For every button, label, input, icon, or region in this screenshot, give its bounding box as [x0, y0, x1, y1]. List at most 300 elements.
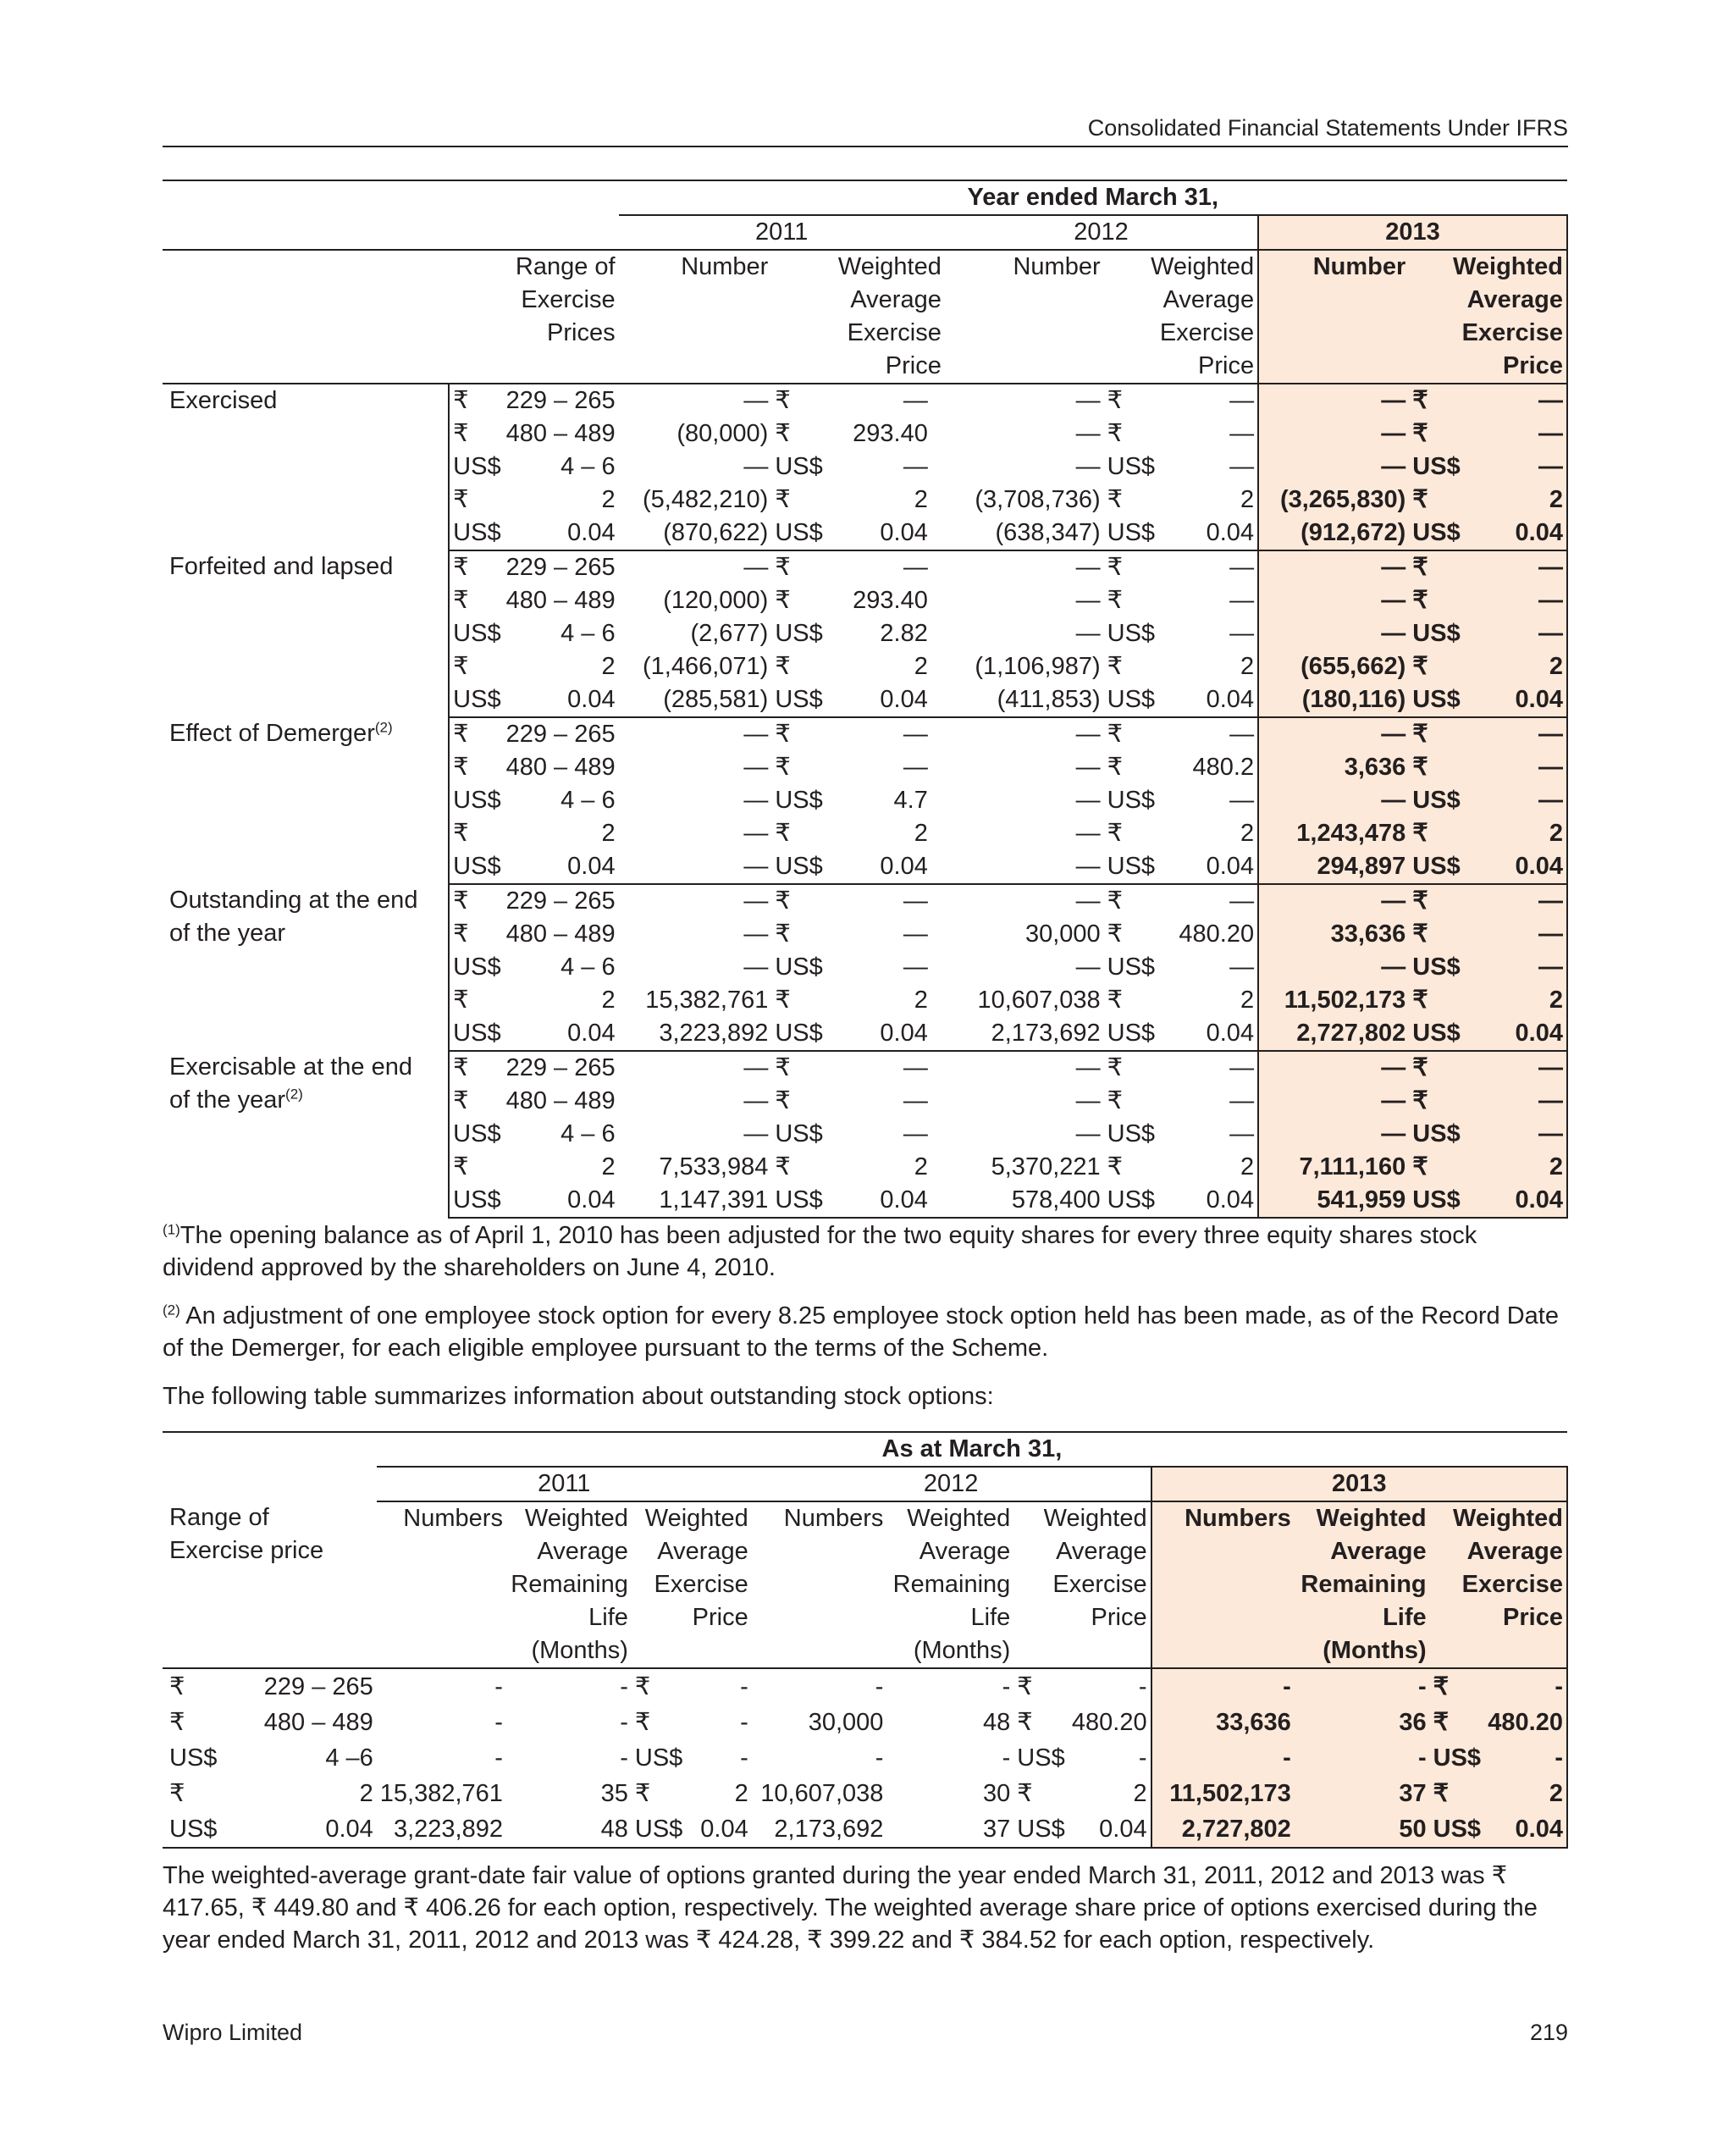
value-cell: — — [945, 1051, 1104, 1085]
value-cell: (2,677) — [690, 620, 769, 647]
value-cell: US$ — [449, 850, 502, 884]
value-cell: 2 — [1466, 817, 1567, 850]
value-cell: 0.04 — [825, 1184, 945, 1218]
value-cell: 480 – 489 — [505, 420, 616, 447]
value-cell: US$ — [449, 1118, 502, 1151]
value-cell: — — [1258, 1118, 1409, 1151]
value-cell: 293.40 — [853, 587, 928, 614]
value-cell: 0.04 — [1067, 1811, 1151, 1848]
value-cell: US$ — [449, 617, 502, 650]
value-cell: (80,000) — [676, 420, 769, 447]
table-row — [163, 1811, 1567, 1848]
value-cell: US$ — [163, 1811, 261, 1848]
value-cell: — — [1258, 584, 1409, 617]
value-cell: — — [743, 387, 769, 414]
value-cell: ₹ — [775, 820, 791, 847]
value-cell: ₹ — [1107, 1153, 1124, 1180]
value-cell: ₹ — [449, 918, 502, 951]
value-cell: 2 — [601, 820, 616, 847]
year-2013: 2013 — [1258, 215, 1567, 250]
outstanding-options-table — [163, 1431, 1568, 1849]
table-row — [163, 1776, 1567, 1811]
value-cell: ₹ — [1107, 587, 1124, 614]
value-cell: - — [620, 1709, 628, 1736]
caption-line: Price — [1091, 1604, 1147, 1631]
caption-line: Average — [1056, 1538, 1147, 1565]
caption-line: Life — [970, 1604, 1011, 1631]
col-weighted-average-exercise-price-2011 — [771, 250, 945, 384]
header-row-years — [163, 1467, 1567, 1501]
value-cell: — — [825, 550, 945, 584]
year-2013: 2013 — [1151, 1467, 1567, 1501]
value-cell: US$ — [449, 683, 502, 717]
value-cell: ₹ — [1107, 1087, 1124, 1114]
col-weighted-average-exercise-price-2012 — [1013, 1501, 1151, 1668]
value-cell: - — [1151, 1668, 1295, 1705]
value-cell: US$ — [1107, 787, 1156, 814]
value-cell: ₹ — [775, 920, 791, 948]
value-cell: US$ — [449, 784, 502, 817]
caption-line: Life — [1383, 1604, 1427, 1631]
value-cell: 15,382,761 — [379, 1780, 503, 1807]
value-cell: - — [740, 1744, 748, 1772]
value-cell: — — [1258, 384, 1409, 417]
value-cell: ₹ — [1104, 1051, 1157, 1085]
value-cell: — — [1258, 1085, 1409, 1118]
value-cell: - — [1295, 1740, 1430, 1776]
value-cell: - — [1138, 1744, 1147, 1772]
value-cell: 229 – 265 — [505, 387, 616, 414]
value-cell: — — [743, 920, 769, 948]
value-cell: US$ — [771, 1184, 824, 1218]
value-cell: - — [620, 1673, 628, 1700]
value-cell: — — [1466, 617, 1567, 650]
value-cell: US$ — [775, 853, 823, 880]
group-label-text: Exercised — [169, 387, 278, 414]
value-cell: ₹ — [1409, 984, 1466, 1017]
value-cell: US$ — [1107, 1120, 1156, 1147]
col-numbers-2013: Numbers — [1151, 1501, 1295, 1668]
col-number-2012: Number — [945, 250, 1104, 384]
value-cell: 2 — [1466, 984, 1567, 1017]
value-cell: ₹ — [169, 1709, 185, 1736]
value-cell: — — [903, 920, 928, 948]
caption-line: Average — [850, 286, 942, 313]
value-cell: — — [1466, 751, 1567, 784]
year-2011: 2011 — [619, 215, 945, 250]
value-cell: — — [903, 1087, 928, 1114]
group-label-text: Exercisable at the end of the year — [169, 1053, 412, 1114]
value-cell: - — [620, 1744, 628, 1772]
value-cell: 2 — [1466, 484, 1567, 517]
value-cell: ₹ — [775, 754, 791, 781]
value-cell: 0.04 — [1206, 1020, 1255, 1047]
value-cell: 0.04 — [503, 1184, 619, 1218]
value-cell: - — [740, 1709, 748, 1736]
value-cell: 480 – 489 — [505, 1087, 616, 1114]
caption-line: Average — [1162, 286, 1255, 313]
value-cell: 229 – 265 — [503, 884, 619, 918]
value-cell: — — [1075, 787, 1101, 814]
header-row-columns — [163, 250, 1567, 384]
value-cell: US$ — [1409, 1118, 1466, 1151]
value-cell: — — [945, 884, 1104, 918]
value-cell: 0.04 — [880, 686, 928, 713]
running-header — [163, 117, 1568, 147]
value-cell: — — [1075, 1120, 1101, 1147]
value-cell: — — [1466, 1118, 1567, 1151]
value-cell: US$ — [449, 1184, 502, 1218]
value-cell: 480.2 — [1192, 754, 1255, 781]
value-cell: 0.04 — [1206, 853, 1255, 880]
caption-line: Weighted — [524, 1505, 628, 1532]
value-cell: US$ — [1409, 1184, 1466, 1218]
value-cell: ₹ — [1409, 584, 1466, 617]
blank — [163, 180, 619, 215]
value-cell: ₹ — [1104, 550, 1157, 584]
value-cell: — — [1075, 853, 1101, 880]
value-cell: ₹ — [1409, 1151, 1466, 1184]
value-cell: ₹ — [775, 987, 791, 1014]
value-cell: US$ — [775, 787, 823, 814]
table-row — [163, 1705, 1567, 1740]
value-cell: — — [1258, 717, 1409, 751]
value-cell: 10,607,038 — [760, 1780, 884, 1807]
row-group-label — [163, 717, 449, 884]
value-cell: - — [1483, 1740, 1567, 1776]
value-cell: 2 — [914, 820, 928, 847]
caption-line: Prices — [547, 319, 616, 346]
value-cell: — — [825, 1051, 945, 1085]
caption-line: (Months) — [531, 1637, 628, 1664]
value-cell: 2 — [1466, 1151, 1567, 1184]
value-cell: 4 –6 — [325, 1744, 373, 1772]
value-cell: ₹ — [1107, 420, 1124, 447]
value-cell: 2 — [1466, 650, 1567, 683]
value-cell: — — [1258, 550, 1409, 584]
footnote-marker: (2) — [285, 1086, 303, 1103]
caption-line: Remaining — [1300, 1571, 1427, 1598]
value-cell: US$ — [1104, 1184, 1157, 1218]
value-cell: US$ — [449, 517, 502, 550]
value-cell: ₹ — [449, 650, 502, 683]
value-cell: — — [1229, 1120, 1255, 1147]
col-weighted-average-exercise-price-2013 — [1409, 250, 1567, 384]
caption-line: Average — [537, 1538, 628, 1565]
value-cell: ₹ — [449, 584, 502, 617]
value-cell: — — [903, 754, 928, 781]
value-cell: US$ — [1409, 951, 1466, 984]
value-cell: — — [1075, 587, 1101, 614]
caption-line: Average — [1466, 286, 1563, 313]
value-cell: 480.20 — [1483, 1705, 1567, 1740]
value-cell: 0.04 — [567, 1020, 616, 1047]
value-cell: ₹ — [1104, 717, 1157, 751]
value-cell: 2 — [914, 653, 928, 680]
value-cell: 2 — [734, 1780, 748, 1807]
group-label-text: Effect of Demerger — [169, 720, 375, 747]
value-cell: 2 — [601, 486, 616, 513]
value-cell: ₹ — [775, 1087, 791, 1114]
value-cell: - — [875, 1673, 884, 1700]
value-cell: 36 — [1295, 1705, 1430, 1740]
value-cell: ₹ — [449, 751, 502, 784]
col-weighted-average-remaining-life-2013 — [1295, 1501, 1430, 1668]
caption-line: (Months) — [1323, 1637, 1427, 1664]
header-title: Consolidated Financial Statements Under IFRS — [1087, 115, 1568, 141]
value-cell: ₹ — [1107, 387, 1124, 414]
value-cell: — — [1466, 884, 1567, 918]
col-weighted-average-exercise-price-2011 — [632, 1501, 752, 1668]
value-cell: 0.04 — [1466, 517, 1567, 550]
value-cell: US$ — [632, 1811, 684, 1848]
col-weighted-average-exercise-price-2012 — [1104, 250, 1258, 384]
row-group-label — [163, 1051, 449, 1218]
value-cell: 0.04 — [1483, 1811, 1567, 1848]
caption-line: Exercise price — [169, 1537, 324, 1564]
value-cell: US$ — [449, 951, 502, 984]
value-cell: 4 – 6 — [561, 1120, 616, 1147]
value-cell: — — [1229, 453, 1255, 480]
value-cell: — — [825, 884, 945, 918]
value-cell: 229 – 265 — [503, 1051, 619, 1085]
value-cell: 2 — [1483, 1776, 1567, 1811]
value-cell: — — [1075, 1087, 1101, 1114]
year-2012: 2012 — [945, 215, 1258, 250]
value-cell: — — [1075, 453, 1101, 480]
caption-line: Range of — [515, 253, 616, 280]
value-cell: US$ — [1017, 1744, 1065, 1772]
value-cell: (655,662) — [1258, 650, 1409, 683]
value-cell: 11,502,173 — [1258, 984, 1409, 1017]
value-cell: (411,853) — [997, 686, 1101, 713]
value-cell: 33,636 — [1258, 918, 1409, 951]
caption-line: Price — [1198, 352, 1255, 379]
value-cell: — — [945, 717, 1104, 751]
value-cell: — — [1075, 420, 1101, 447]
caption-line: Weighted — [1453, 253, 1563, 280]
value-cell: — — [1466, 918, 1567, 951]
value-cell: 0.04 — [1206, 519, 1255, 546]
value-cell: — — [1075, 387, 1101, 414]
value-cell: (285,581) — [663, 686, 769, 713]
value-cell: — — [1229, 787, 1255, 814]
value-cell: ₹ — [449, 550, 502, 584]
value-cell: (3,265,830) — [1258, 484, 1409, 517]
table-row — [163, 1051, 1567, 1085]
value-cell: US$ — [1107, 686, 1156, 713]
caption-line: Exercise — [1159, 319, 1255, 346]
blank — [163, 250, 449, 384]
caption-line: Exercise — [654, 1571, 748, 1598]
value-cell: — — [1258, 617, 1409, 650]
value-cell: US$ — [1409, 517, 1466, 550]
caption-line: Exercise — [521, 286, 616, 313]
blank — [163, 215, 619, 250]
value-cell: (1,466,071) — [643, 653, 769, 680]
header-row-super — [163, 180, 1567, 215]
value-cell: — — [1075, 620, 1101, 647]
value-cell: 4 – 6 — [561, 620, 616, 647]
value-cell: 37 — [1295, 1776, 1430, 1811]
caption-line: Average — [1330, 1538, 1427, 1565]
value-cell: — — [1075, 820, 1101, 847]
value-cell: 2 — [359, 1780, 373, 1807]
value-cell: 541,959 — [1258, 1184, 1409, 1218]
caption-line: Weighted — [1043, 1505, 1147, 1532]
value-cell: — — [903, 954, 928, 981]
value-cell: — — [1258, 1051, 1409, 1085]
caption-line: Price — [1503, 1604, 1563, 1631]
value-cell: 37 — [886, 1811, 1013, 1848]
value-cell: 2 — [601, 1153, 616, 1180]
value-cell: ₹ — [449, 1085, 502, 1118]
value-cell: US$ — [1107, 853, 1156, 880]
value-cell: 33,636 — [1151, 1705, 1295, 1740]
value-cell: US$ — [1107, 519, 1156, 546]
value-cell: US$ — [1409, 784, 1466, 817]
footnote-2: $^{(2)}$ An adjustment of one employee stock option for every 8.25 employee stock option held has been made, as of the Record Date of the Demerger, for each eligible employee pursuant to the terms of the Scheme. — [163, 1302, 1559, 1362]
caption-line: Range of — [169, 1504, 269, 1531]
value-cell: — — [1075, 754, 1101, 781]
value-cell: - — [494, 1744, 503, 1772]
value-cell: ₹ — [1430, 1705, 1483, 1740]
footer-company: Wipro Limited — [163, 2020, 303, 2045]
caption-line: Weighted — [1316, 1505, 1427, 1532]
value-cell: — — [1258, 884, 1409, 918]
value-cell: ₹ — [1017, 1709, 1033, 1736]
value-cell: ₹ — [1409, 550, 1466, 584]
value-cell: 2,173,692 — [991, 1020, 1101, 1047]
col-numbers-2012: Numbers — [752, 1501, 887, 1668]
value-cell: (3,708,736) — [975, 486, 1101, 513]
value-cell: ₹ — [1107, 754, 1124, 781]
value-cell: 3,223,892 — [377, 1811, 506, 1848]
value-cell: ₹ — [1409, 417, 1466, 451]
value-cell: 10,607,038 — [977, 987, 1101, 1014]
value-cell: — — [825, 717, 945, 751]
value-cell: ₹ — [634, 1709, 651, 1736]
value-cell: — — [903, 387, 928, 414]
value-cell: US$ — [1107, 453, 1156, 480]
value-cell: 2,727,802 — [1151, 1811, 1295, 1848]
value-cell: — — [1229, 387, 1255, 414]
value-cell: — — [1466, 951, 1567, 984]
caption-line: Price — [692, 1604, 748, 1631]
value-cell: ₹ — [449, 384, 502, 417]
value-cell: (912,672) — [1258, 517, 1409, 550]
value-cell: 2 — [914, 1153, 928, 1180]
value-cell: — — [619, 550, 772, 584]
value-cell: — — [743, 787, 769, 814]
value-cell: 0.04 — [261, 1811, 377, 1848]
caption-line: Life — [588, 1604, 628, 1631]
value-cell: — — [1229, 620, 1255, 647]
value-cell: ₹ — [449, 884, 502, 918]
value-cell: ₹ — [1107, 820, 1124, 847]
value-cell: 4 – 6 — [561, 453, 616, 480]
value-cell: 229 – 265 — [263, 1673, 373, 1700]
table2-intro: The following table summarizes information about outstanding stock options: — [163, 1383, 994, 1410]
table-row — [163, 1668, 1567, 1705]
caption-line: Weighted — [1453, 1505, 1563, 1532]
value-cell: — — [1466, 717, 1567, 751]
value-cell: — — [903, 453, 928, 480]
value-cell: (638,347) — [995, 519, 1101, 546]
value-cell: US$ — [1107, 954, 1156, 981]
caption-line: Exercise — [1052, 1571, 1147, 1598]
value-cell: — — [1075, 954, 1101, 981]
caption-line: Average — [657, 1538, 748, 1565]
value-cell: — — [619, 884, 772, 918]
value-cell: - — [494, 1673, 503, 1700]
header-row-years — [163, 215, 1567, 250]
value-cell: ₹ — [771, 1051, 824, 1085]
value-cell: 0.04 — [1206, 686, 1255, 713]
footnote-marker: (2) — [374, 719, 393, 736]
value-cell: ₹ — [1409, 1051, 1466, 1085]
value-cell: 30 — [983, 1780, 1011, 1807]
value-cell: 15,382,761 — [645, 987, 769, 1014]
value-cell: - — [1151, 1740, 1295, 1776]
caption-line: Weighted — [907, 1505, 1011, 1532]
value-cell: 5,370,221 — [991, 1153, 1101, 1180]
value-cell: 2 — [1240, 820, 1255, 847]
value-cell: ₹ — [771, 717, 824, 751]
value-cell: ₹ — [1430, 1776, 1483, 1811]
col-weighted-average-remaining-life-2012 — [886, 1501, 1013, 1668]
value-cell: — — [1229, 587, 1255, 614]
caption-line: Weighted — [837, 253, 942, 280]
value-cell: ₹ — [1409, 484, 1466, 517]
value-cell: — — [743, 453, 769, 480]
value-cell: 2 — [914, 987, 928, 1014]
value-cell: 3,223,892 — [659, 1020, 769, 1047]
value-cell: US$ — [1409, 451, 1466, 484]
value-cell: 2 — [601, 987, 616, 1014]
value-cell: US$ — [775, 620, 823, 647]
caption-line: Weighted — [1151, 253, 1255, 280]
value-cell: ₹ — [169, 1780, 185, 1807]
value-cell: — — [1466, 1085, 1567, 1118]
value-cell: 0.04 — [1157, 1184, 1258, 1218]
value-cell: ₹ — [1409, 384, 1466, 417]
value-cell: - — [1002, 1673, 1011, 1700]
page-number: 219 — [1529, 2020, 1568, 2045]
table-row — [163, 884, 1567, 918]
value-cell: ₹ — [449, 817, 502, 850]
value-cell: 4 – 6 — [561, 787, 616, 814]
value-cell: US$ — [775, 954, 823, 981]
value-cell: — — [1157, 884, 1258, 918]
value-cell: 480.20 — [1179, 920, 1255, 948]
value-cell: — — [1466, 550, 1567, 584]
col-numbers-2011: Numbers — [377, 1501, 506, 1668]
col-weighted-average-exercise-price-2013 — [1430, 1501, 1567, 1668]
value-cell: US$ — [449, 451, 502, 484]
value-cell: 0.04 — [1466, 1017, 1567, 1051]
year-2011: 2011 — [377, 1467, 752, 1501]
value-cell: — — [1229, 420, 1255, 447]
table-row — [163, 717, 1567, 751]
value-cell: (180,116) — [1258, 683, 1409, 717]
value-cell: 48 — [506, 1811, 632, 1848]
value-cell: 4 – 6 — [561, 954, 616, 981]
value-cell: US$ — [1409, 1017, 1466, 1051]
value-cell: — — [619, 717, 772, 751]
value-cell: US$ — [1107, 620, 1156, 647]
value-cell: 0.04 — [1466, 850, 1567, 884]
